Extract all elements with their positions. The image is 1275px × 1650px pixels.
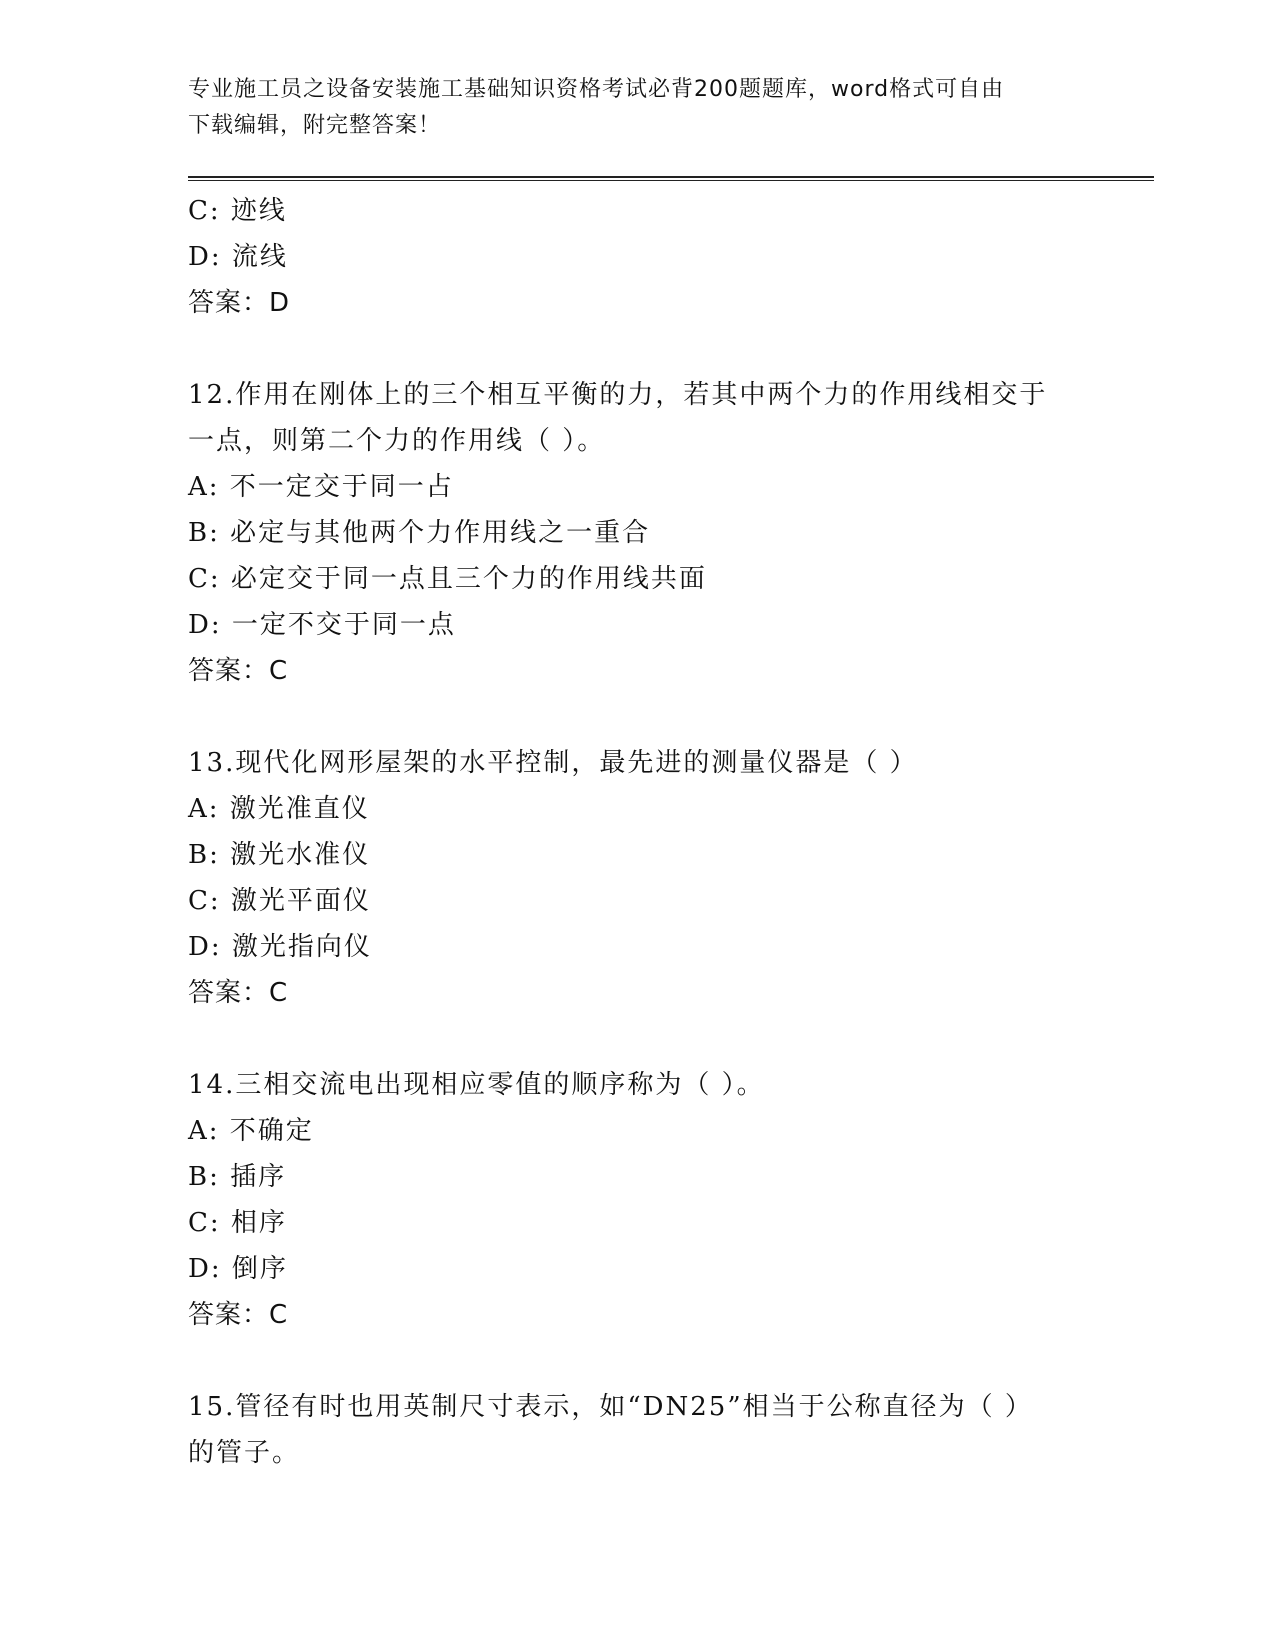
option-b: B: 激光水准仪 — [188, 840, 371, 870]
question-stem-line-2: 的管子。 — [188, 1438, 301, 1468]
option-d: D: 激光指向仪 — [188, 932, 372, 962]
document-header — [188, 72, 1068, 144]
answer: 答案：D — [188, 288, 291, 318]
option-b: B: 必定与其他两个力作用线之一重合 — [188, 518, 651, 548]
question-stem: 14.三相交流电出现相应零值的顺序称为（ ）。 — [188, 1070, 765, 1100]
option-d: D: 倒序 — [188, 1254, 288, 1284]
question-12 — [188, 372, 1088, 694]
answer: 答案：C — [188, 656, 289, 686]
option-a: A: 不一定交于同一占 — [188, 472, 454, 502]
option-a: A: 不确定 — [188, 1116, 314, 1146]
question-13 — [188, 740, 1088, 1016]
question-stem-line-1: 12.作用在刚体上的三个相互平衡的力，若其中两个力的作用线相交于 — [188, 380, 1048, 410]
option-c: C: 必定交于同一点且三个力的作用线共面 — [188, 564, 707, 594]
answer: 答案：C — [188, 978, 289, 1008]
question-11-tail — [188, 188, 1088, 326]
option-d: D: 流线 — [188, 242, 288, 272]
option-c: C: 激光平面仪 — [188, 886, 371, 916]
question-stem-line-2: 一点，则第二个力的作用线（ ）。 — [188, 426, 606, 456]
option-a: A: 激光准直仪 — [188, 794, 370, 824]
spacer — [188, 1016, 1088, 1062]
option-d: D: 一定不交于同一点 — [188, 610, 456, 640]
option-b: B: 插序 — [188, 1162, 287, 1192]
question-list — [188, 188, 1088, 1476]
header-divider — [188, 176, 1154, 181]
question-stem: 13.现代化网形屋架的水平控制，最先进的测量仪器是（ ） — [188, 748, 918, 778]
answer: 答案：C — [188, 1300, 289, 1330]
question-stem-line-1: 15.管径有时也用英制尺寸表示，如“DN25”相当于公称直径为（ ） — [188, 1392, 1033, 1422]
question-14 — [188, 1062, 1088, 1338]
option-c: C: 相序 — [188, 1208, 287, 1238]
question-15 — [188, 1384, 1088, 1476]
spacer — [188, 694, 1088, 740]
spacer — [188, 326, 1088, 372]
header-title-line-1: 专业施工员之设备安装施工基础知识资格考试必背200题题库，word格式可自由 — [188, 77, 1005, 102]
spacer — [188, 1338, 1088, 1384]
option-c: C: 迹线 — [188, 196, 287, 226]
header-title-line-2: 下载编辑，附完整答案！ — [188, 113, 442, 138]
